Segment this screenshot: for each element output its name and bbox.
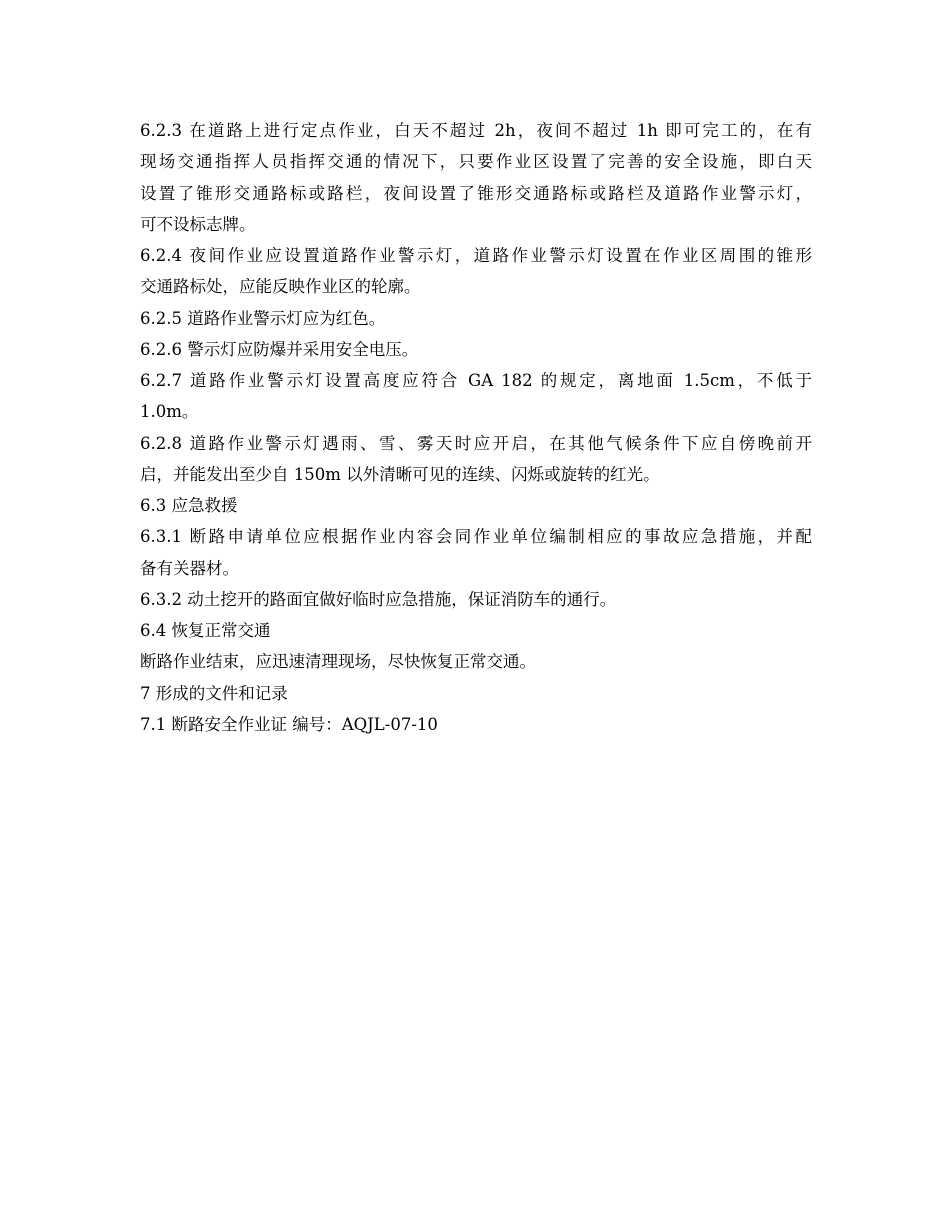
text-line: 6.2.4 夜间作业应设置道路作业警示灯，道路作业警示灯设置在作业区周围的锥形 (140, 246, 812, 265)
text-line: 6.2.3 在道路上进行定点作业，白天不超过 2h，夜间不超过 1h 即可完工的，在有 (140, 121, 812, 140)
text-line: 设置了锥形交通路标或路栏，夜间设置了锥形交通路标或路栏及道路作业警示灯， (140, 183, 812, 203)
text-line: 6.2.7 道路作业警示灯设置高度应符合 GA 182 的规定，离地面 1.5cm，不低于 (140, 371, 812, 390)
text-line: 交通路标处，应能反映作业区的轮廓。 (140, 277, 421, 297)
text-line: 6.2.8 道路作业警示灯遇雨、雪、雾天时应开启，在其他气候条件下应自傍晚前开 (140, 433, 812, 453)
record-line: 7.1 断路安全作业证 编号：AQJL-07-10 (140, 714, 438, 734)
text-line: 6.3.2 动土挖开的路面宜做好临时应急措施，保证消防车的通行。 (140, 589, 617, 609)
section-heading: 7 形成的文件和记录 (140, 683, 288, 703)
text-line: 备有关器材。 (140, 558, 239, 578)
text-line: 现场交通指挥人员指挥交通的情况下，只要作业区设置了完善的安全设施，即白天 (140, 152, 812, 172)
text-line: 6.3.1 断路申请单位应根据作业内容会同作业单位编制相应的事故应急措施，并配 (140, 527, 812, 547)
text-line: 6.2.5 道路作业警示灯应为红色。 (140, 308, 386, 328)
section-heading: 6.4 恢复正常交通 (140, 621, 271, 640)
text-line: 1.0m。 (140, 402, 199, 422)
text-line: 6.2.6 警示灯应防爆并采用安全电压。 (140, 339, 419, 359)
section-heading: 6.3 应急救援 (140, 496, 238, 515)
text-line: 可不设标志牌。 (140, 214, 256, 234)
document-body (140, 115, 812, 740)
text-line: 启，并能发出至少自 150m 以外清晰可见的连续、闪烁或旋转的红光。 (140, 464, 660, 484)
text-line: 断路作业结束，应迅速清理现场，尽快恢复正常交通。 (140, 652, 536, 672)
